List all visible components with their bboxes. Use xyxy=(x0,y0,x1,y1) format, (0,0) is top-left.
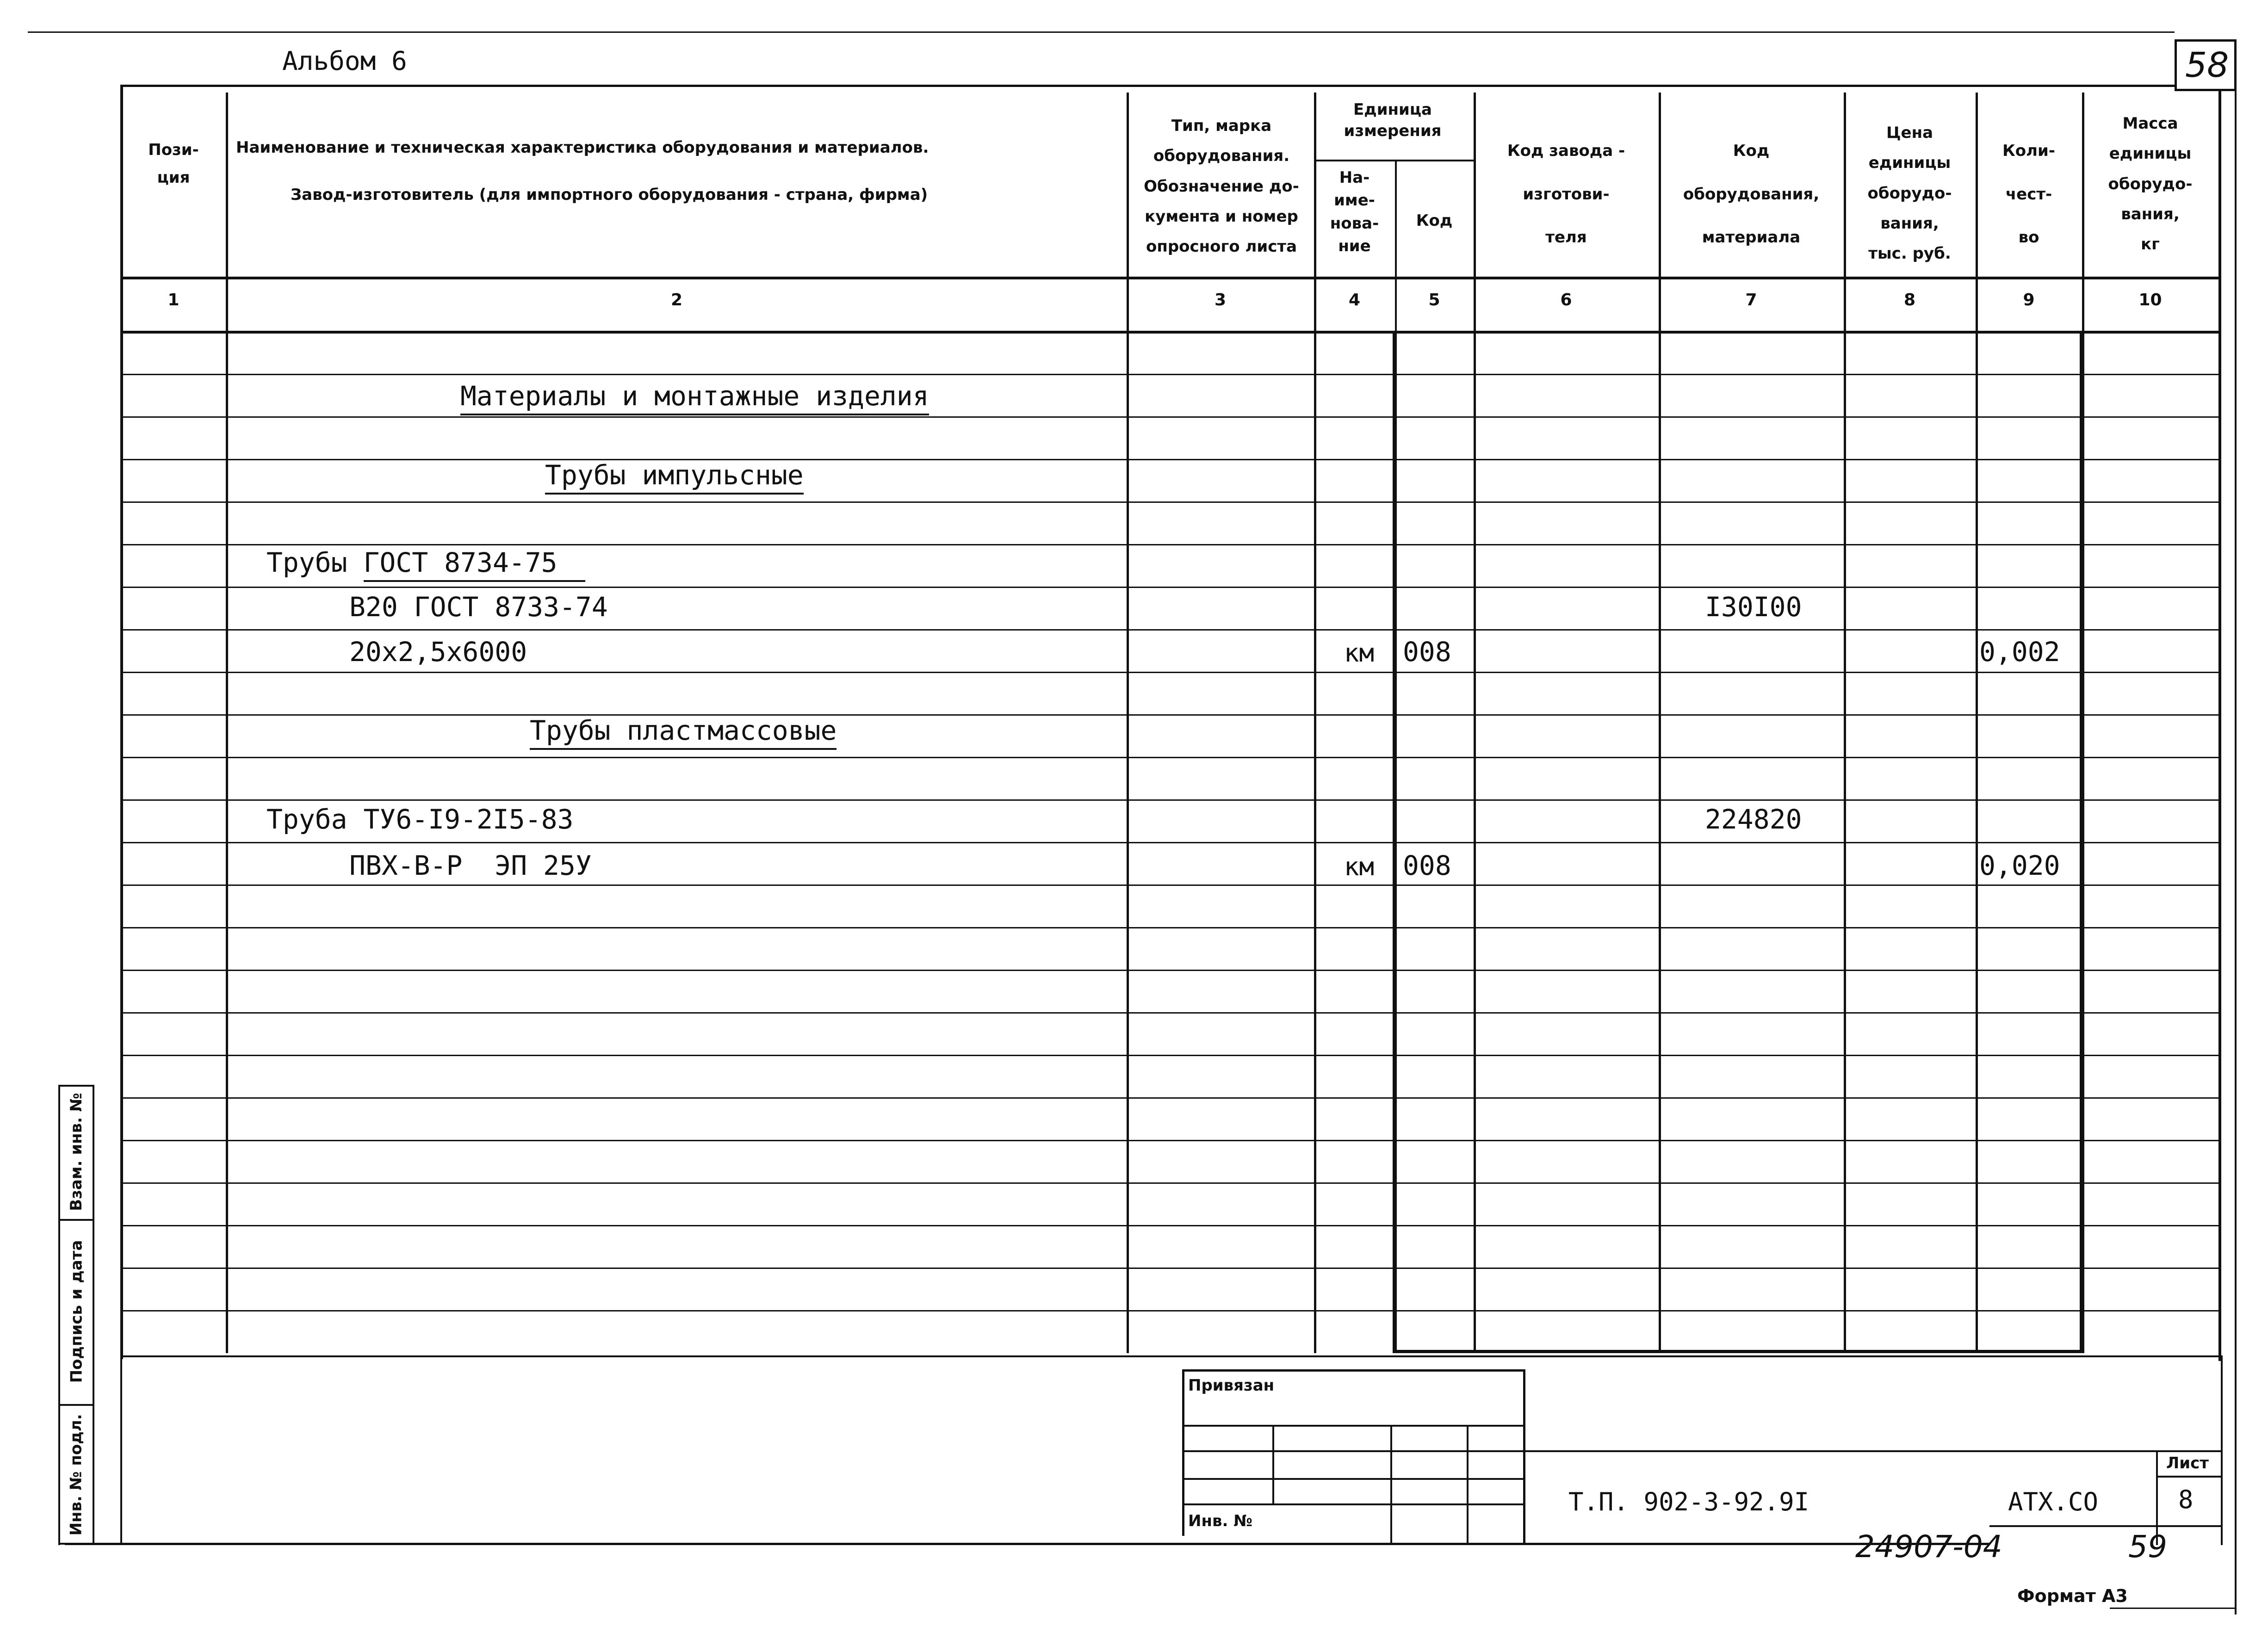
col-number-4: 4 xyxy=(1348,291,1361,309)
row-line xyxy=(120,1097,2221,1099)
item1-steel: В20 ГОСТ 8733-74 xyxy=(349,591,608,623)
grid-line xyxy=(1182,1503,1524,1505)
header-unit-name: На- име- нова- ние xyxy=(1330,168,1379,255)
item2-unit: км xyxy=(1344,852,1375,881)
row-line xyxy=(120,714,2221,716)
document-number: Т.П. 902-3-92.9I xyxy=(1568,1487,1809,1516)
format-label: Формат А3 xyxy=(2017,1586,2128,1606)
section-title-plastic-pipes: Трубы пластмассовые xyxy=(530,715,837,746)
header-price: Цена единицы оборудо- вания, тыс. руб. xyxy=(1867,124,1952,263)
item1-code: I30I00 xyxy=(1705,591,1802,623)
stamp-right xyxy=(1523,1369,1525,1545)
col-number-10: 10 xyxy=(2138,291,2162,309)
stamp-privyazan: Привязан xyxy=(1188,1376,1275,1395)
grid-line xyxy=(120,1082,122,1544)
row-line xyxy=(120,884,2221,886)
header-type: Тип, марка оборудования. Обозначение до- кумента и номер опросного листа xyxy=(1144,117,1299,256)
grid-line xyxy=(2156,1476,2221,1478)
column-line xyxy=(1659,93,1661,1353)
row-line xyxy=(120,1055,2221,1056)
item1-name: Трубы ГОСТ 8734-75 xyxy=(266,547,585,578)
page-number-handwritten: 58 xyxy=(2185,45,2229,85)
col-number-2: 2 xyxy=(670,291,683,309)
table-top-border xyxy=(120,85,2175,87)
col-number-6: 6 xyxy=(1560,291,1572,309)
row-line xyxy=(120,927,2221,928)
col-number-1: 1 xyxy=(167,291,180,309)
section-title-materials: Материалы и монтажные изделия xyxy=(460,380,929,412)
col-number-8: 8 xyxy=(1903,291,1916,309)
item1-unit: км xyxy=(1344,638,1375,668)
item2-code: 224820 xyxy=(1705,804,1802,835)
body-bottom-thick xyxy=(1393,1350,2084,1353)
row-line xyxy=(120,459,2221,460)
stamp-top xyxy=(1182,1369,1524,1372)
grid-line xyxy=(1182,1450,1524,1452)
table-bottom-line xyxy=(120,1355,2221,1357)
item2-material: ПВХ-В-Р ЭП 25У xyxy=(349,850,592,881)
row-line xyxy=(120,1182,2221,1184)
header-factory-code: Код завода - изготови- теля xyxy=(1507,142,1625,247)
item1-quantity: 0,002 xyxy=(1979,636,2060,668)
section-title-impulse-pipes: Трубы импульсные xyxy=(545,459,804,491)
header-quantity: Коли- чест- во xyxy=(2002,142,2055,247)
col-number-3: 3 xyxy=(1214,291,1227,309)
item2-name: Труба ТУ6-I9-2I5-83 xyxy=(266,804,574,835)
document-code: АТХ.СО xyxy=(2008,1487,2099,1516)
header-name-line1: Наименование и техническая характеристика оборудования и материалов. xyxy=(236,138,929,157)
header-mass: Масса единицы оборудо- вания, кг xyxy=(2108,114,2193,254)
item1-size: 20х2,5х6000 xyxy=(349,636,527,668)
grid-line xyxy=(1314,160,1474,161)
row-line xyxy=(120,1268,2221,1269)
row-line xyxy=(120,799,2221,801)
stamp-inv-no: Инв. № xyxy=(1188,1512,1253,1530)
row-line xyxy=(120,544,2221,545)
header-bottom-line xyxy=(120,277,2221,279)
item2-quantity: 0,020 xyxy=(1979,850,2060,881)
column-line xyxy=(226,93,228,1353)
colnum-bottom-line xyxy=(120,331,2221,334)
frame-bottom-line xyxy=(65,1543,1989,1545)
column-line xyxy=(1844,93,1846,1353)
archive-page: 59 xyxy=(2128,1529,2167,1565)
side-label-inv-podl: Инв. № подл. xyxy=(67,1413,86,1536)
table-right-border xyxy=(2218,91,2221,1361)
sheet-number: 8 xyxy=(2178,1485,2194,1514)
side-label-vzam: Взам. инв. № xyxy=(67,1093,86,1211)
grid-line xyxy=(1272,1425,1274,1503)
grid-line xyxy=(1390,1425,1392,1543)
row-line xyxy=(120,842,2221,843)
page-number-box xyxy=(2175,39,2237,91)
header-name-line2: Завод-изготовитель (для импортного оборудования - страна, фирма) xyxy=(291,186,928,204)
sheet-top-line xyxy=(28,31,2175,33)
column-line xyxy=(1314,93,1316,1353)
row-line xyxy=(120,1225,2221,1226)
col-number-7: 7 xyxy=(1745,291,1757,309)
grid-line xyxy=(1182,1425,1524,1427)
row-line xyxy=(120,501,2221,503)
sheet-right-edge xyxy=(2235,39,2237,1614)
sheet-label: Лист xyxy=(2166,1454,2209,1472)
row-line xyxy=(120,416,2221,418)
column-line xyxy=(1976,93,1978,1353)
grid-line xyxy=(1182,1478,1524,1480)
row-line xyxy=(120,587,2221,588)
row-line xyxy=(120,1012,2221,1014)
row-line xyxy=(120,672,2221,673)
archive-number: 24907-04 xyxy=(1855,1529,2002,1565)
column-line xyxy=(1127,93,1129,1353)
item2-unit-code: 008 xyxy=(1403,850,1451,881)
header-position: Пози- ция xyxy=(148,141,199,187)
column-line xyxy=(1474,93,1476,1353)
album-label: Альбом 6 xyxy=(282,46,407,76)
header-unit-code: Код xyxy=(1416,211,1453,230)
row-line xyxy=(120,1140,2221,1141)
header-unit: Единица измерения xyxy=(1344,100,1442,140)
stamp-left xyxy=(1182,1369,1184,1536)
col-number-5: 5 xyxy=(1428,291,1440,309)
grid-line xyxy=(2221,1355,2223,1545)
grid-line xyxy=(1523,1450,2221,1452)
row-line xyxy=(120,629,2221,631)
row-line xyxy=(120,1310,2221,1311)
row-line xyxy=(120,374,2221,375)
row-line xyxy=(120,970,2221,971)
item1-unit-code: 008 xyxy=(1403,636,1451,668)
side-label-podpis: Подпись и дата xyxy=(67,1240,86,1383)
row-line xyxy=(120,757,2221,758)
grid-line xyxy=(1989,1525,2221,1527)
grid-line xyxy=(2110,1608,2235,1609)
col-number-9: 9 xyxy=(2023,291,2035,309)
grid-line xyxy=(1467,1425,1469,1543)
header-equipment-code: Код оборудования, материала xyxy=(1683,142,1820,247)
